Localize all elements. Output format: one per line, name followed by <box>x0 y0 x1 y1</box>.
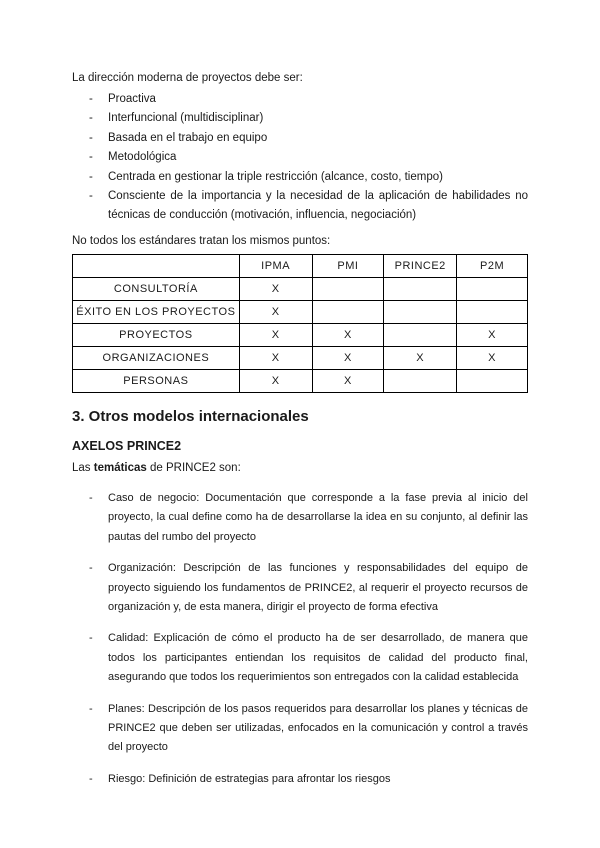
list-item: - Consciente de la importancia y la necesidad de la aplicación de habilidades no técnicas de conducción (motivación, influencia, negociación) <box>72 187 528 226</box>
list-item: - Basada en el trabajo en equipo <box>72 129 528 148</box>
table-row <box>73 278 528 301</box>
table-cell: X <box>239 301 312 324</box>
table-cell: X <box>239 347 312 370</box>
table-header <box>73 255 240 278</box>
list-item: - Organización: Descripción de las funciones y responsabilidades del equipo de proyecto siguiendo los fundamentos de PRINCE2, al requerir el proyecto recursos de organización y, de esta manera, dirigir el proyecto de forma efectiva <box>72 559 528 617</box>
thematics-intro <box>72 462 241 474</box>
list-item: - Caso de negocio: Documentación que corresponde a la fase previa al inicio del proyecto, la cual define como ha de desarrollarse la idea en su conjunto, al definir las pautas del rumbo del proyecto <box>72 489 528 547</box>
table-cell <box>312 278 384 301</box>
table-cell: X <box>457 324 528 347</box>
table-row <box>73 301 528 324</box>
table-header: IPMA <box>239 255 312 278</box>
table-intro: No todos los estándares tratan los mismos puntos: <box>72 235 331 247</box>
table-cell <box>457 301 528 324</box>
list-item: - Planes: Descripción de los pasos requeridos para desarrollar los planes y técnicas de PRINCE2 que deben ser utilizadas, enfocados en la comunicación y control a través del proyecto <box>72 700 528 758</box>
list-item: - Calidad: Explicación de cómo el producto ha de ser desarrollado, de manera que todos los participantes entiendan los requisitos de calidad del producto final, asegurando que todos los requerimientos son entregados con la calidad establecida <box>72 629 528 687</box>
table-cell <box>457 370 528 393</box>
table-cell: X <box>312 347 384 370</box>
table-cell: PERSONAS <box>73 370 240 393</box>
table-cell: PROYECTOS <box>73 324 240 347</box>
thematics-intro-suffix: de PRINCE2 son: <box>146 462 241 474</box>
thematics-intro-bold: temáticas <box>93 462 147 474</box>
table-cell <box>384 301 457 324</box>
standards-table <box>72 254 528 393</box>
list-item: - Centrada en gestionar la triple restricción (alcance, costo, tiempo) <box>72 168 528 187</box>
table-cell <box>384 278 457 301</box>
table-cell <box>312 301 384 324</box>
thematics-intro-prefix: Las <box>72 462 94 474</box>
subsection-title: AXELOS PRINCE2 <box>72 439 182 453</box>
table-header: PRINCE2 <box>384 255 457 278</box>
list-item: - Proactiva <box>72 90 528 109</box>
section-title: 3. Otros modelos internacionales <box>72 408 309 425</box>
intro-paragraph: La dirección moderna de proyectos debe ser: <box>72 72 303 84</box>
table-cell: X <box>239 278 312 301</box>
table-cell <box>384 370 457 393</box>
thematics-list <box>72 489 528 801</box>
table-cell: ORGANIZACIONES <box>73 347 240 370</box>
list-item: - Interfuncional (multidisciplinar) <box>72 109 528 128</box>
table-header: P2M <box>457 255 528 278</box>
list-item: - Riesgo: Definición de estrategias para afrontar los riesgos <box>72 770 528 789</box>
table-cell <box>384 324 457 347</box>
qualities-list <box>72 90 528 226</box>
table-cell: X <box>312 324 384 347</box>
table-cell: X <box>312 370 384 393</box>
table-cell: ÉXITO EN LOS PROYECTOS <box>73 301 240 324</box>
table-cell <box>457 278 528 301</box>
table-row <box>73 324 528 347</box>
table-header-row <box>73 255 528 278</box>
table-cell: CONSULTORÍA <box>73 278 240 301</box>
table-row <box>73 370 528 393</box>
table-cell: X <box>384 347 457 370</box>
table-cell: X <box>239 324 312 347</box>
list-item: - Metodológica <box>72 148 528 167</box>
table-cell: X <box>457 347 528 370</box>
table-header: PMI <box>312 255 384 278</box>
table-cell: X <box>239 370 312 393</box>
table-row <box>73 347 528 370</box>
